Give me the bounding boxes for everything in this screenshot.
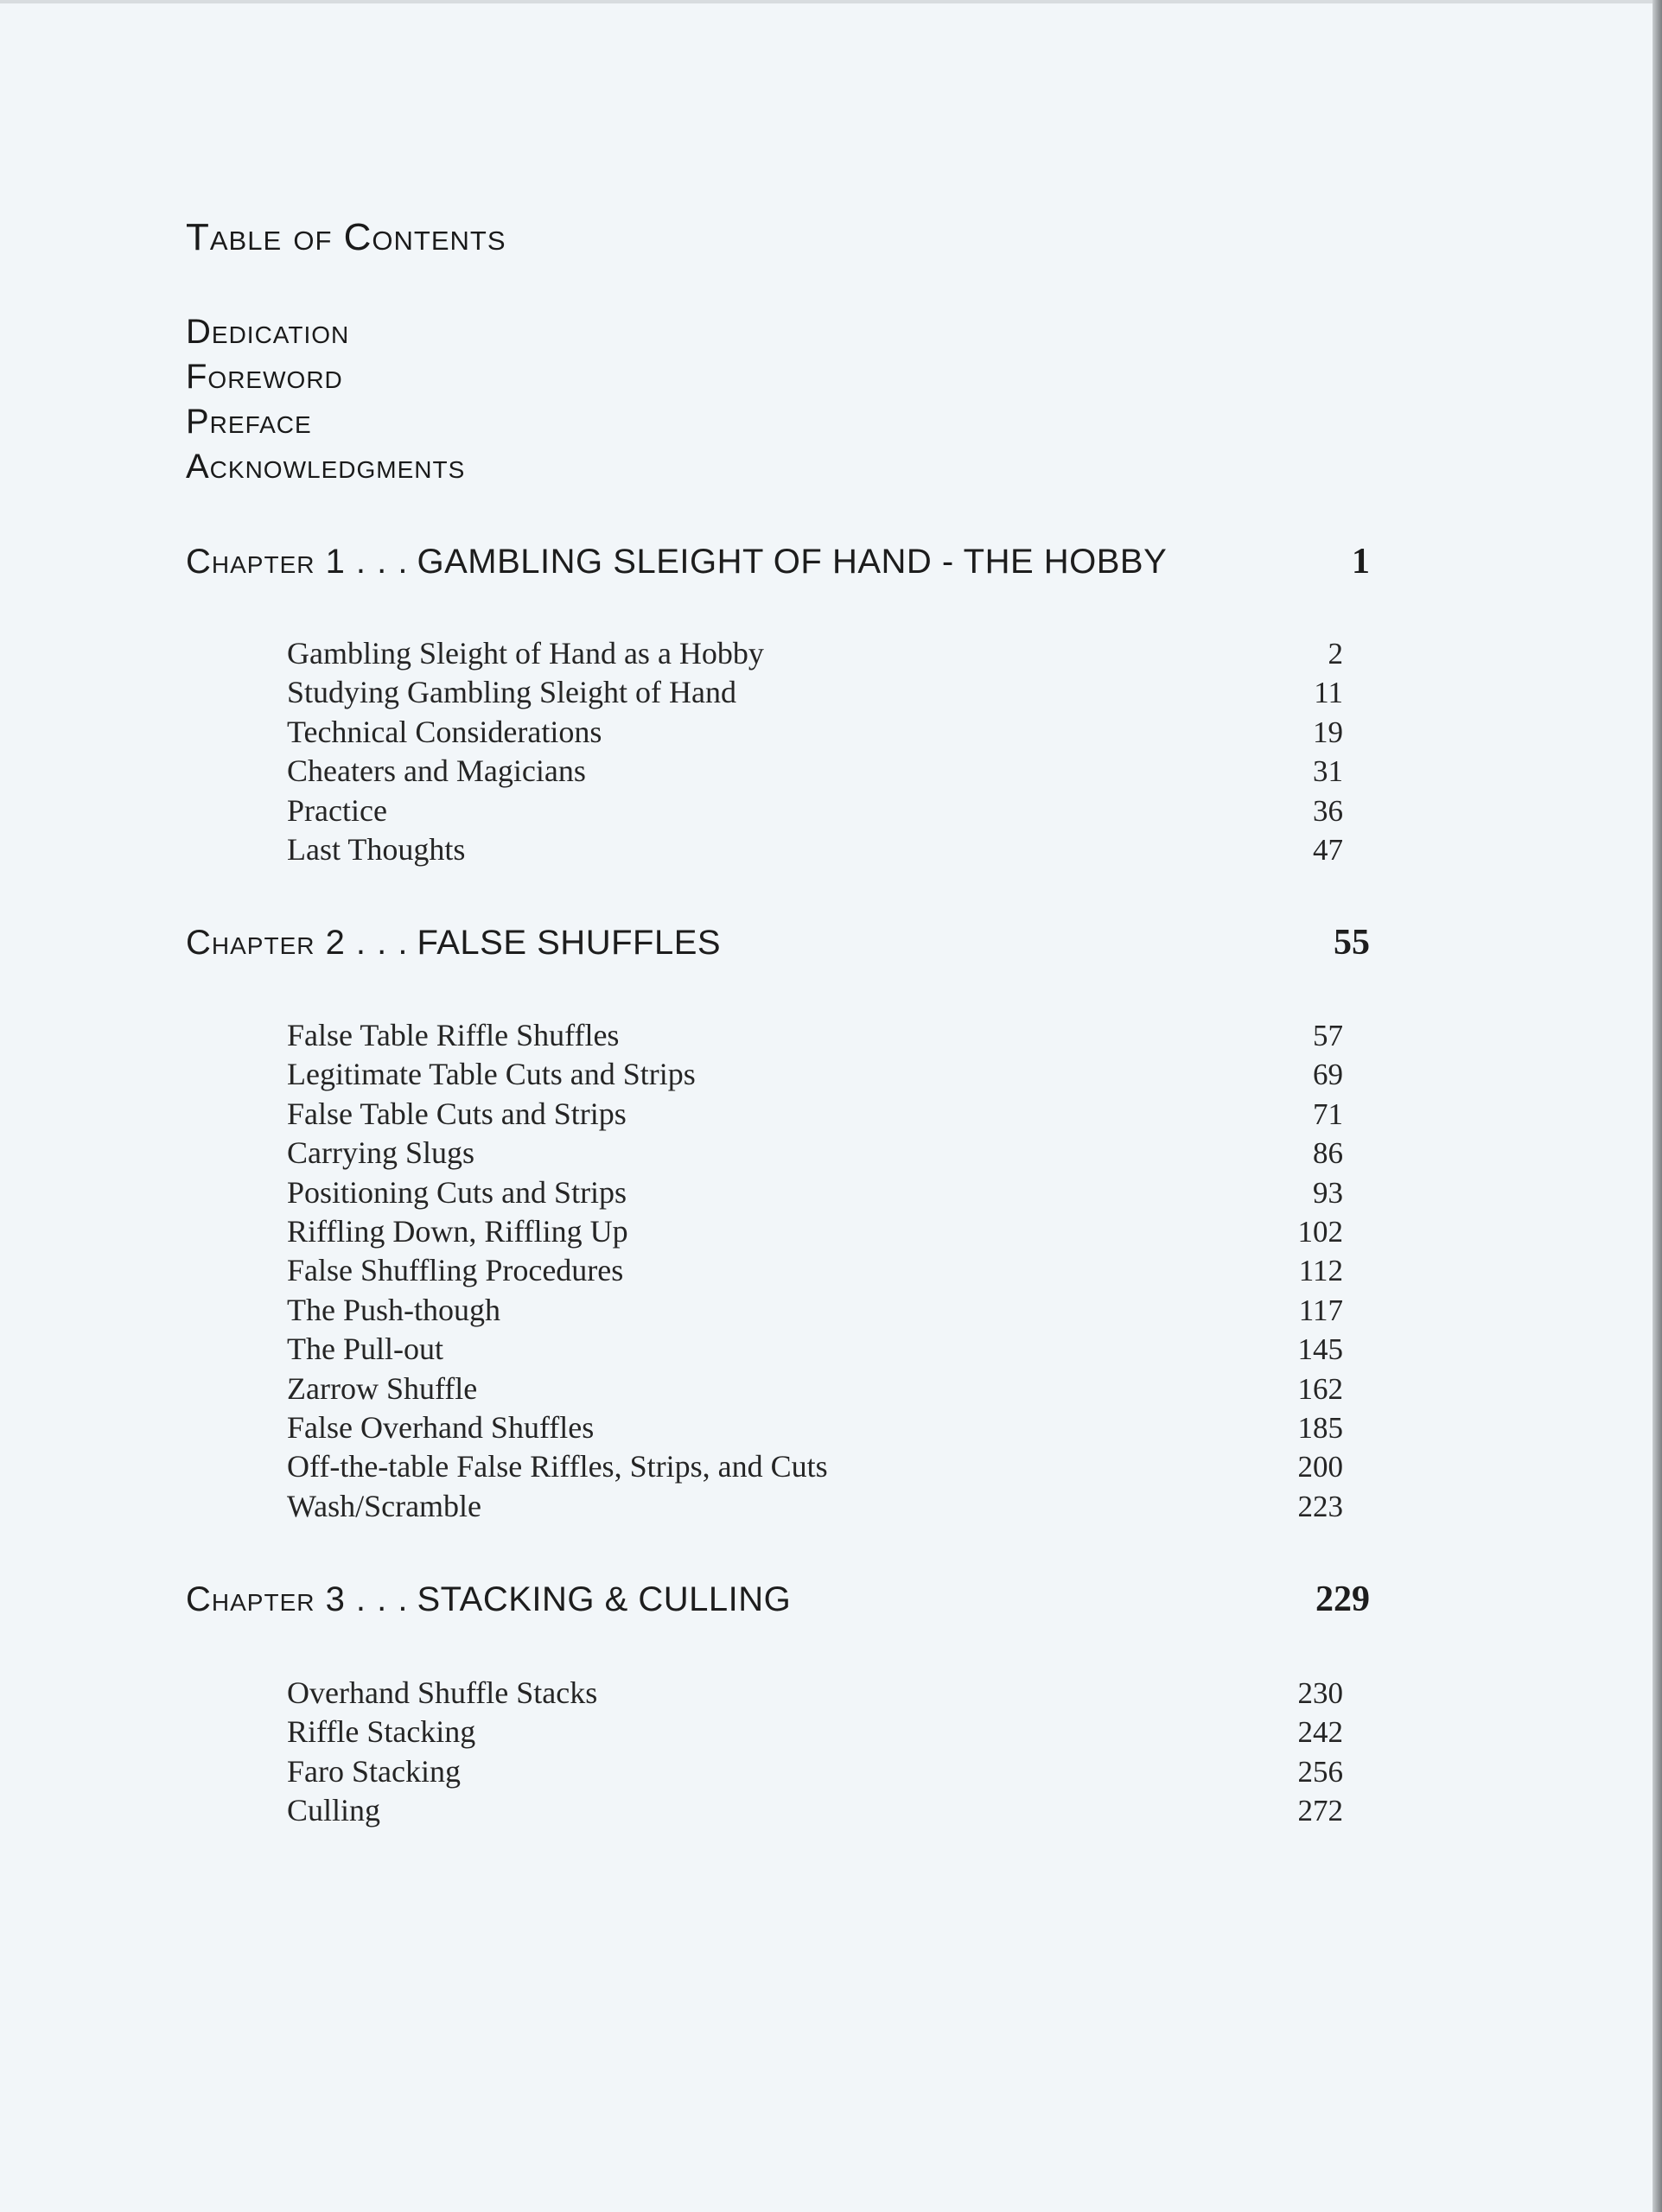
page-title: Table of Contents [186, 216, 506, 258]
chapter-title: STACKING & CULLING [417, 1580, 792, 1618]
section-title: False Overhand Shuffles [287, 1409, 595, 1445]
chapter-heading-3 [186, 1573, 1370, 1625]
section-title: Studying Gambling Sleight of Hand [287, 675, 736, 710]
section-page-number: 69 [1313, 1058, 1343, 1092]
section-page-number: 162 [1297, 1371, 1343, 1406]
section-page-number: 71 [1313, 1096, 1343, 1131]
section-entry [287, 1016, 1343, 1055]
section-title: Overhand Shuffle Stacks [287, 1675, 598, 1710]
section-page-number: 272 [1297, 1794, 1343, 1828]
front-matter-item: Dedication [186, 313, 350, 351]
section-page-number: 86 [1313, 1136, 1343, 1171]
chapter-title: GAMBLING SLEIGHT OF HAND - THE HOBBY [417, 543, 1168, 581]
section-page-number: 242 [1297, 1715, 1343, 1750]
section-entry [287, 1713, 1343, 1751]
section-entry [287, 1447, 1343, 1486]
section-page-number: 93 [1313, 1175, 1343, 1210]
section-page-number: 256 [1297, 1754, 1343, 1789]
section-entry [287, 1330, 1343, 1369]
chapter-1-sections [287, 634, 1343, 869]
section-entry [287, 1791, 1343, 1830]
section-page-number: 230 [1297, 1676, 1343, 1710]
section-title: False Shuffling Procedures [287, 1253, 624, 1288]
section-title: Positioning Cuts and Strips [287, 1174, 627, 1210]
section-entry [287, 1487, 1343, 1526]
section-title: Legitimate Table Cuts and Strips [287, 1057, 696, 1092]
chapter-label: Chapter 2 . . . [186, 924, 409, 962]
section-page-number: 223 [1297, 1489, 1343, 1523]
front-matter-list [186, 309, 465, 489]
section-entry [287, 1370, 1343, 1408]
section-entry [287, 1095, 1343, 1134]
section-page-number: 47 [1313, 832, 1343, 867]
section-page-number: 185 [1297, 1410, 1343, 1445]
section-entry [287, 1055, 1343, 1094]
section-page-number: 11 [1314, 676, 1343, 710]
section-title: Last Thoughts [287, 831, 466, 867]
section-page-number: 112 [1298, 1254, 1343, 1288]
section-entry [287, 1251, 1343, 1290]
chapter-heading-1 [186, 536, 1370, 588]
section-page-number: 57 [1313, 1019, 1343, 1052]
section-page-number: 2 [1328, 637, 1343, 671]
section-entry [287, 830, 1343, 869]
section-entry [287, 1674, 1343, 1713]
section-entry [287, 634, 1343, 673]
section-title: The Pull-out [287, 1332, 443, 1367]
front-matter-item: Acknowledgments [186, 448, 466, 486]
front-matter-item: Preface [186, 403, 312, 441]
chapter-page-number: 229 [1315, 1580, 1370, 1619]
section-entry [287, 713, 1343, 752]
page-right-edge [1652, 0, 1662, 2212]
section-title: False Table Cuts and Strips [287, 1096, 627, 1131]
section-entry [287, 1173, 1343, 1212]
chapter-heading-2 [186, 917, 1370, 969]
section-page-number: 102 [1297, 1214, 1343, 1249]
section-page-number: 36 [1313, 793, 1343, 828]
front-matter-item: Foreword [186, 358, 343, 396]
section-title: Culling [287, 1793, 381, 1828]
section-entry [287, 752, 1343, 791]
section-title: Riffling Down, Riffling Up [287, 1213, 628, 1249]
section-title: Wash/Scramble [287, 1488, 482, 1523]
section-title: Cheaters and Magicians [287, 753, 586, 789]
section-page-number: 200 [1297, 1450, 1343, 1484]
chapter-label: Chapter 1 . . . [186, 543, 409, 581]
chapter-page-number: 1 [1352, 542, 1370, 582]
section-entry [287, 673, 1343, 712]
section-entry [287, 1134, 1343, 1173]
section-title: The Push-though [287, 1292, 500, 1327]
section-page-number: 31 [1313, 754, 1343, 789]
section-entry [287, 791, 1343, 830]
section-title: Zarrow Shuffle [287, 1370, 478, 1406]
section-title: Practice [287, 792, 387, 828]
section-title: Gambling Sleight of Hand as a Hobby [287, 636, 764, 671]
section-title: Faro Stacking [287, 1753, 461, 1789]
section-title: Riffle Stacking [287, 1714, 476, 1750]
section-page-number: 145 [1297, 1332, 1343, 1367]
section-title: Technical Considerations [287, 714, 602, 749]
section-page-number: 117 [1298, 1293, 1343, 1327]
section-entry [287, 1291, 1343, 1330]
section-title: False Table Riffle Shuffles [287, 1018, 620, 1052]
chapter-title: FALSE SHUFFLES [417, 924, 722, 962]
section-page-number: 19 [1313, 715, 1343, 749]
section-entry [287, 1212, 1343, 1251]
chapter-2-sections [287, 1016, 1343, 1526]
chapter-page-number: 55 [1334, 923, 1370, 963]
chapter-label: Chapter 3 . . . [186, 1580, 409, 1618]
chapter-3-sections [287, 1674, 1343, 1831]
section-title: Carrying Slugs [287, 1135, 475, 1171]
section-title: Off-the-table False Riffles, Strips, and Cuts [287, 1449, 828, 1484]
page-top-edge [0, 0, 1656, 3]
section-entry [287, 1408, 1343, 1447]
section-entry [287, 1752, 1343, 1791]
